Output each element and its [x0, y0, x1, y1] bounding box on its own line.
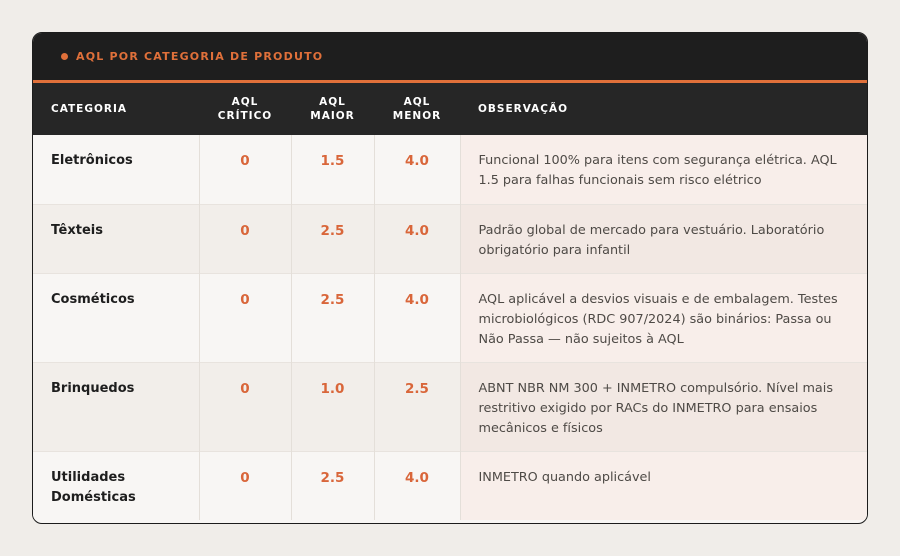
observation-cell: INMETRO quando aplicável — [460, 451, 867, 520]
aql-maior-cell: 2.5 — [291, 451, 374, 520]
observation-cell: Padrão global de mercado para vestuário. Laboratório obrigatório para infantil — [460, 204, 867, 273]
aql-maior-cell: 1.0 — [291, 362, 374, 451]
aql-critico-cell: 0 — [199, 362, 291, 451]
aql-table-card — [32, 32, 868, 524]
observation-cell: Funcional 100% para itens com segurança elétrica. AQL 1.5 para falhas funcionais sem risco elétrico — [460, 135, 867, 204]
category-cell: Brinquedos — [33, 362, 199, 451]
column-header-observacao: OBSERVAÇÃO — [478, 103, 569, 115]
column-header-aql-critico: AQL CRÍTICO — [217, 96, 273, 122]
aql-menor-cell: 4.0 — [374, 451, 460, 520]
aql-menor-cell: 2.5 — [374, 362, 460, 451]
category-cell: Cosméticos — [33, 273, 199, 362]
aql-menor-cell: 4.0 — [374, 135, 460, 204]
column-header-aql-menor: AQL MENOR — [392, 96, 442, 122]
card-title: AQL POR CATEGORIA DE PRODUTO — [76, 50, 324, 63]
aql-maior-cell: 1.5 — [291, 135, 374, 204]
aql-menor-cell: 4.0 — [374, 273, 460, 362]
table-row — [33, 204, 867, 273]
card-header — [33, 33, 867, 83]
aql-critico-cell: 0 — [199, 273, 291, 362]
table-row — [33, 135, 867, 204]
bullet-dot-icon — [61, 53, 68, 60]
category-cell: Eletrônicos — [33, 135, 199, 204]
aql-table — [33, 83, 867, 520]
category-cell: Têxteis — [33, 204, 199, 273]
aql-critico-cell: 0 — [199, 451, 291, 520]
aql-maior-cell: 2.5 — [291, 204, 374, 273]
table-row — [33, 451, 867, 520]
category-cell: Utilidades Domésticas — [33, 451, 199, 520]
observation-cell: ABNT NBR NM 300 + INMETRO compulsório. Nível mais restritivo exigido por RACs do INMETRO para ensaios mecânicos e físicos — [460, 362, 867, 451]
table-row — [33, 273, 867, 362]
observation-cell: AQL aplicável a desvios visuais e de embalagem. Testes microbiológicos (RDC 907/2024) são binários: Passa ou Não Passa — não sujeitos à AQL — [460, 273, 867, 362]
column-header-aql-maior: AQL MAIOR — [310, 96, 355, 122]
aql-critico-cell: 0 — [199, 135, 291, 204]
table-row — [33, 362, 867, 451]
aql-maior-cell: 2.5 — [291, 273, 374, 362]
table-header-row — [33, 83, 867, 135]
aql-critico-cell: 0 — [199, 204, 291, 273]
column-header-categoria: CATEGORIA — [51, 103, 128, 115]
aql-menor-cell: 4.0 — [374, 204, 460, 273]
